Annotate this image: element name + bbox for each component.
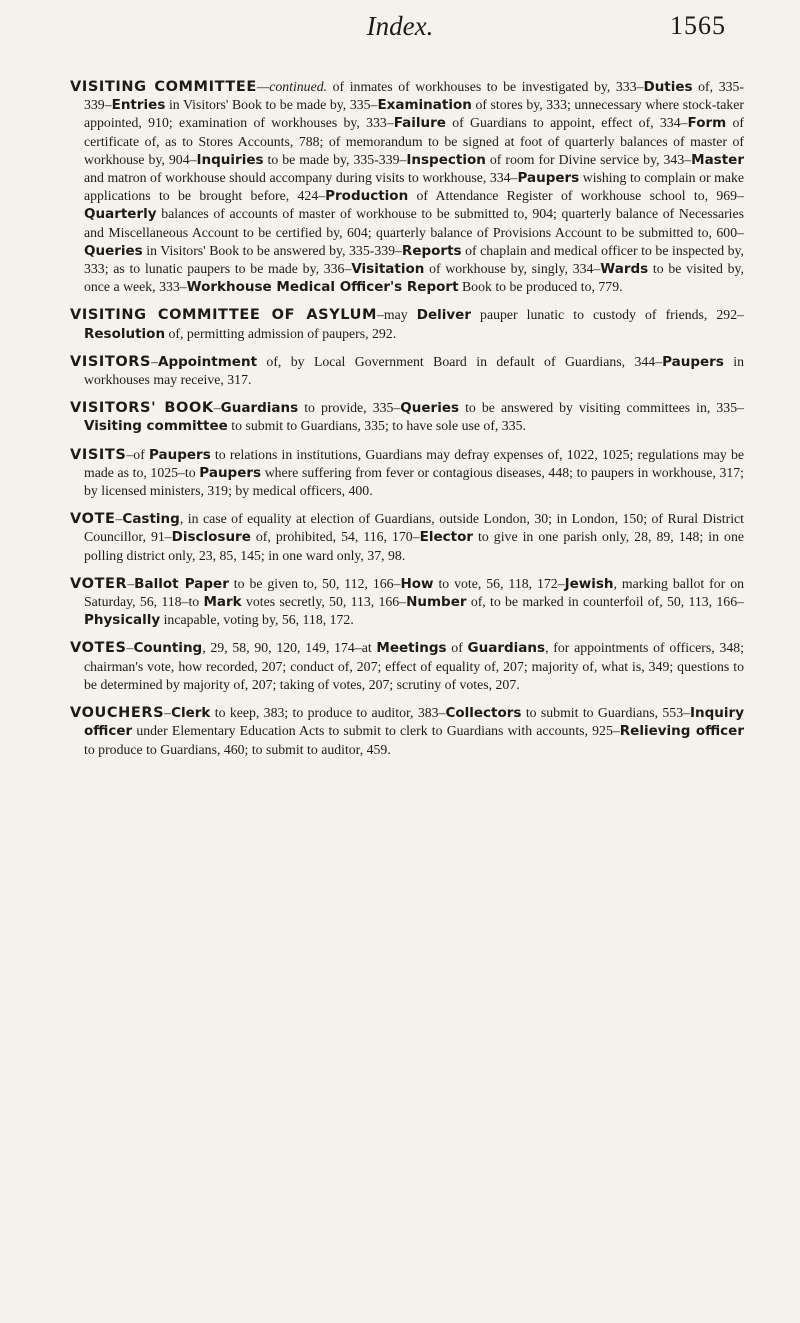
subheading: Visiting committee — [84, 418, 228, 435]
subheading: Wards — [600, 261, 649, 278]
entry-text: – — [151, 353, 158, 369]
index-entry — [70, 399, 744, 435]
subheading: Workhouse Medical Officer's Report — [186, 279, 459, 296]
index-entry — [70, 446, 744, 501]
subheading: Inquiry officer — [84, 705, 744, 740]
entry-text: where suffering from fever or contagious diseases, 448; to paupers in workhouse, 317; by licensed ministers, 319; by medical officers, 400. — [84, 464, 744, 499]
entry-text: of Attendance Register of workhouse school to, 969– — [408, 188, 744, 204]
entry-text: of certificate of, as to Stores Accounts, 788; of memorandum to be signed at foot of quarterly balances of master of workhouse by, 904– — [84, 115, 744, 167]
entry-text: to keep, 383; to produce to auditor, 383– — [210, 705, 446, 721]
entry-text: in Visitors' Book to be made by, 335– — [165, 97, 378, 113]
subheading: Guardians — [467, 640, 546, 657]
subheading: Meetings — [376, 640, 447, 657]
entry-text: of, by Local Government Board in default of Guardians, 344– — [257, 353, 663, 369]
entry-text: , marking ballot for on Saturday, 56, 118–to — [84, 575, 744, 610]
subheading: Mark — [203, 594, 242, 611]
entry-text: to submit to Guardians, 553– — [521, 705, 690, 721]
subheading: Paupers — [662, 353, 724, 370]
subheading: Form — [687, 115, 727, 132]
entry-text: in workhouses may receive, 317. — [84, 353, 744, 388]
entry-text: of chaplain and medical officer to be inspected by, 333; as to lunatic paupers to be made by, 336– — [84, 242, 744, 277]
subheading: Ballot Paper — [134, 575, 229, 592]
subheading: Examination — [377, 97, 472, 114]
subheading: Reports — [401, 242, 462, 259]
subheading: Visitation — [351, 261, 425, 278]
entry-text: of workhouse by, singly, 334– — [424, 261, 601, 277]
subheading: Guardians — [220, 400, 299, 417]
entry-text: of, permitting admission of paupers, 292. — [165, 325, 397, 341]
entry-text: to be answered by visiting committees in, 335– — [459, 400, 745, 416]
entry-headword: VISITORS — [70, 353, 152, 370]
subheading: Appointment — [158, 353, 258, 370]
page-number: 1565 — [670, 11, 726, 40]
entry-headword: VOUCHERS — [70, 705, 165, 722]
entry-text: – — [164, 705, 172, 721]
subheading: Inquiries — [196, 151, 264, 168]
index-entry — [70, 306, 744, 342]
entry-text: – — [127, 575, 135, 591]
entry-text: Book to be produced to, 779. — [458, 279, 623, 295]
subheading: Production — [325, 188, 409, 205]
subheading: Physically — [84, 612, 161, 629]
subheading: Collectors — [445, 705, 522, 722]
entry-text: to vote, 56, 118, 172– — [433, 575, 565, 591]
subheading: Paupers — [517, 170, 580, 187]
index-entry — [70, 510, 744, 565]
entry-text: in Visitors' Book to be answered by, 335-339– — [142, 242, 402, 258]
subheading: Jewish — [564, 575, 614, 592]
entry-text: of, 335-339– — [84, 79, 744, 113]
entry-text: –of — [126, 446, 149, 462]
entry-text: and matron of workhouse should accompany during visits to workhouse, 334– — [84, 170, 518, 186]
entry-text: wishing to complain or make applications to be brought before, 424– — [84, 170, 744, 204]
subheading: Duties — [643, 79, 693, 95]
subheading: Clerk — [171, 705, 211, 722]
subheading: Counting — [133, 640, 203, 657]
subheading: Entries — [111, 97, 166, 114]
index-entry — [70, 639, 744, 694]
subheading: Deliver — [416, 307, 471, 324]
entry-text: – — [126, 640, 134, 656]
subheading: How — [400, 575, 434, 592]
subheading: Relieving officer — [619, 723, 745, 740]
entry-headword: VISITING COMMITTEE — [70, 79, 257, 95]
entry-headword: VISITORS' BOOK — [70, 400, 214, 417]
subheading: Inspection — [406, 151, 486, 168]
entry-text: , in case of equality at election of Guardians, outside London, 30; in London, 150; of Rural District Councillor, 91– — [84, 511, 744, 545]
subheading: Queries — [84, 242, 143, 259]
entry-text: , 29, 58, 90, 120, 149, 174–at — [202, 640, 377, 656]
running-head-title: Index. — [366, 11, 434, 41]
index-entry — [70, 353, 744, 389]
entry-text: balances of accounts of master of workhouse to be submitted to, 904; quarterly balance of Necessaries and Miscellaneous Account to be certified by, 604; quarterly balance of Provisions Account to be submitted to, 600– — [84, 206, 744, 240]
entry-text: of room for Divine service by, 343– — [485, 151, 692, 167]
entry-text: – — [213, 400, 221, 416]
entry-text: to submit to Guardians, 335; to have sole use of, 335. — [227, 418, 526, 434]
entry-headword: VOTE — [70, 511, 116, 528]
entry-text: of — [446, 640, 468, 656]
entry-text: to be made by, 335-339– — [263, 151, 407, 167]
index-entry — [70, 704, 744, 759]
subheading: Elector — [419, 529, 474, 546]
index-entry — [70, 575, 744, 630]
entry-text: to be visited by, once a week, 333– — [84, 261, 744, 295]
entry-text: of, prohibited, 54, 116, 170– — [250, 529, 420, 545]
entry-text: to be given to, 50, 112, 166– — [228, 575, 401, 591]
entry-headword: VISITS — [70, 446, 127, 463]
entry-text: of, to be marked in counterfoil of, 50, 113, 166– — [466, 594, 745, 610]
subheading: Master — [691, 151, 744, 168]
index-entries — [70, 78, 744, 769]
entry-text: votes secretly, 50, 113, 166– — [241, 594, 407, 610]
entry-headword: VOTER — [70, 575, 128, 592]
continued-label: —continued. — [256, 79, 328, 94]
subheading: Paupers — [148, 446, 211, 463]
subheading: Number — [406, 594, 467, 611]
entry-text: of Guardians to appoint, effect of, 334– — [445, 115, 688, 131]
entry-text: –may — [377, 307, 417, 323]
entry-text: – — [115, 511, 123, 527]
subheading: Casting — [122, 511, 180, 528]
entry-headword: VISITING COMMITTEE OF ASYLUM — [70, 307, 378, 324]
entry-text: of stores by, 333; unnecessary where stock-taker appointed, 910; examination of workhouses by, 333– — [84, 97, 745, 131]
entry-text: pauper lunatic to custody of friends, 292– — [470, 307, 744, 323]
entry-text: , for appointments of officers, 348; chairman's vote, how recorded, 207; conduct of, 207; effect of equality of, 207; majority of, what is, 349; questions to be determined by majority of, 207; taking of votes, 207; scrutiny of votes, 207. — [84, 640, 744, 692]
entry-text: to relations in institutions, Guardians may defray expenses of, 1022, 1025; regulations may be made as to, 1025–to — [84, 446, 745, 480]
entry-text: to provide, 335– — [298, 400, 401, 416]
subheading: Paupers — [199, 464, 262, 481]
index-entry — [70, 78, 744, 296]
entry-text: to give in one parish only, 28, 89, 148; in one polling district only, 23, 85, 145; in one ward only, 37, 98. — [84, 529, 744, 563]
subheading: Resolution — [84, 325, 166, 342]
entry-text: incapable, voting by, 56, 118, 172. — [160, 612, 354, 628]
entry-text: of inmates of workhouses to be investigated by, 333– — [327, 79, 644, 94]
subheading: Quarterly — [84, 206, 157, 223]
subheading: Queries — [400, 400, 460, 417]
subheading: Disclosure — [171, 529, 251, 546]
entry-text: to produce to Guardians, 460; to submit to auditor, 459. — [84, 741, 391, 757]
entry-headword: VOTES — [70, 640, 127, 657]
entry-text: under Elementary Education Acts to submit to clerk to Guardians with accounts, 925– — [132, 723, 620, 739]
subheading: Failure — [393, 115, 446, 132]
